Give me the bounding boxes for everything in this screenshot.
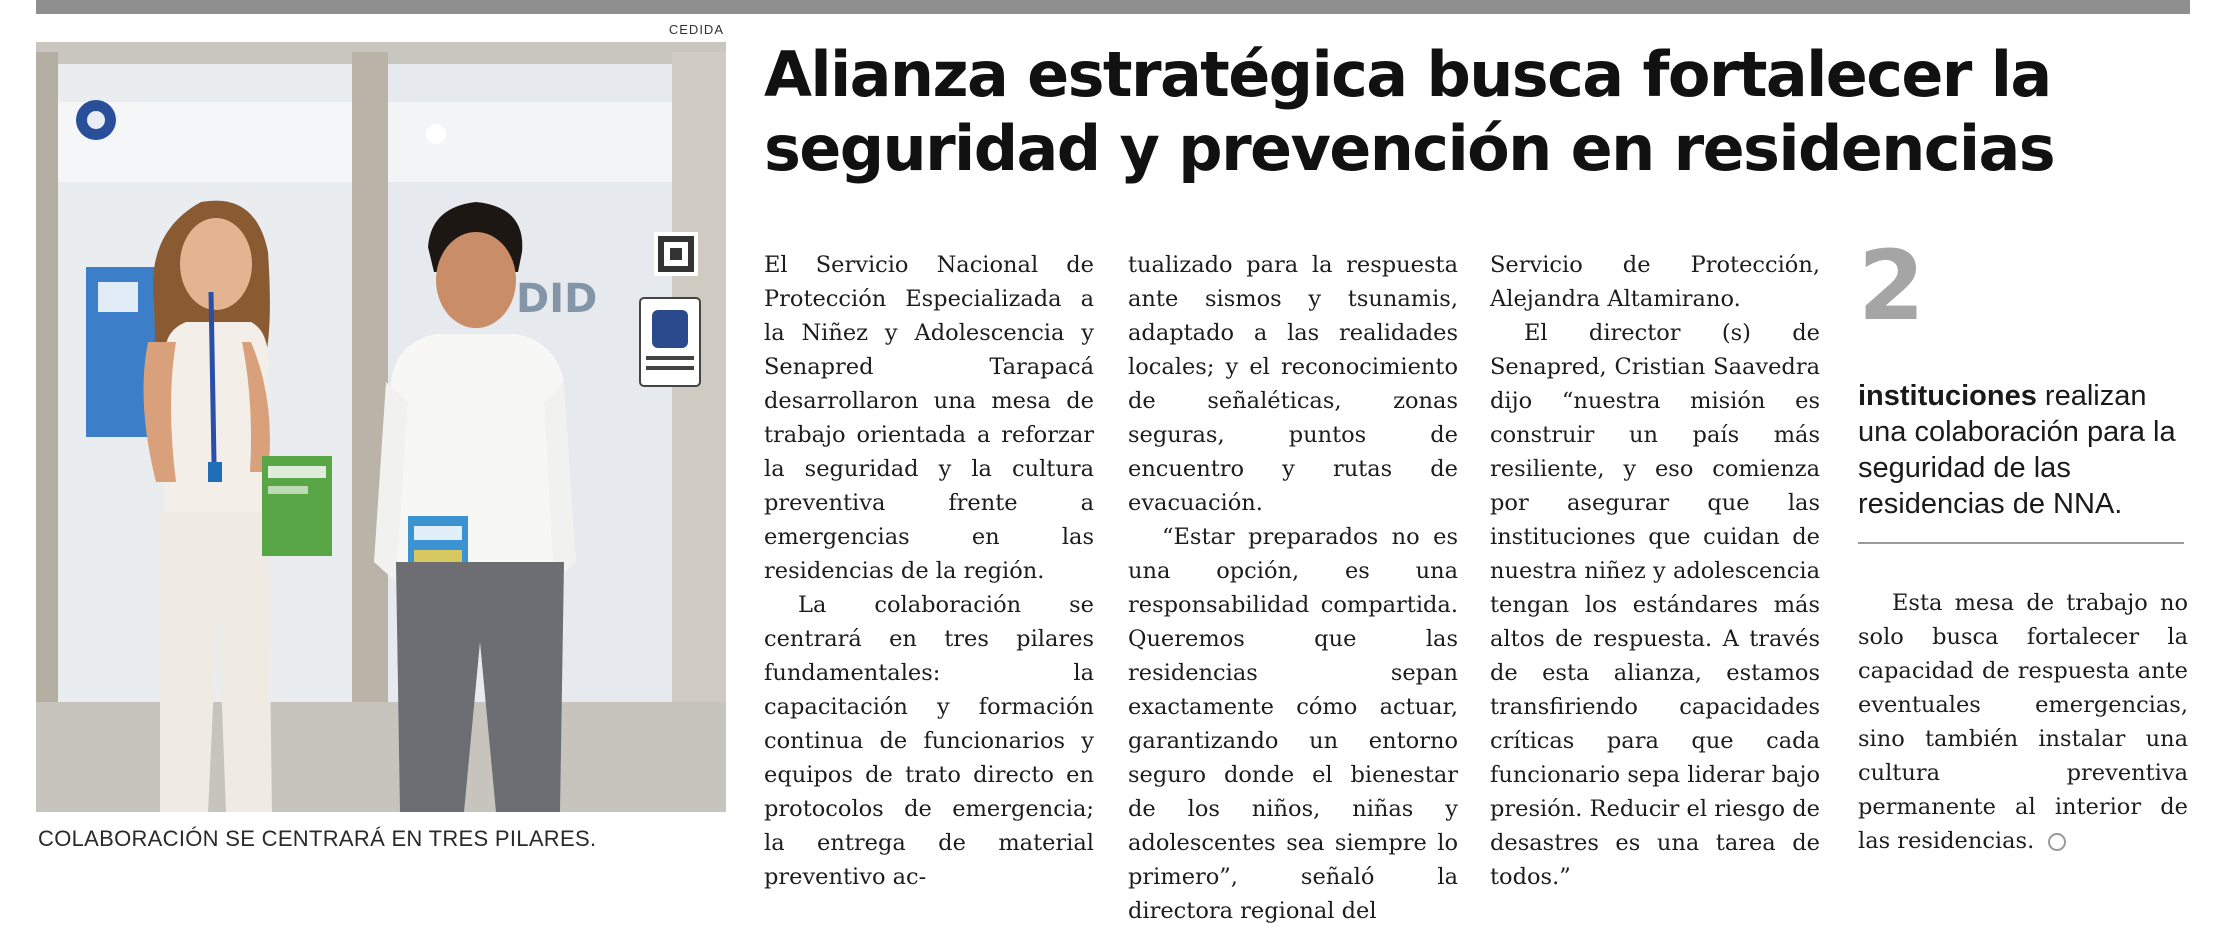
photo-caption: COLABORACIÓN SE CENTRARÁ EN TRES PILARES. (38, 826, 597, 851)
paragraph: tualizado para la respuesta ante sismos y tsunamis, adaptado a las realidades locales; y el reconocimiento de señaléticas, zonas seguras, puntos de encuentro y rutas de evacuación. (1128, 252, 1458, 516)
paragraph (1858, 586, 2188, 858)
sidebar-divider (1858, 542, 2184, 544)
headline: Alianza estratégica busca fortalecer la seguridad y prevención en residencias (764, 38, 2055, 185)
sidebar-paragraph-text: Esta mesa de trabajo no solo busca fortalecer la capacidad de respuesta ante eventuales emergencias, sino también instalar una cultura preventiva permanente al interior de las residencias. (1858, 590, 2188, 854)
paragraph: Servicio de Protección, Alejandra Altamirano. (1490, 252, 1820, 312)
article-column-1 (764, 248, 1094, 894)
paragraph: El director (s) de Senapred, Cristian Saavedra dijo “nuestra misión es construir un país más resiliente, y eso comienza por asegurar que las instituciones que cuidan de nuestra niñez y adolescencia tengan los estándares más altos de respuesta. A través de esta alianza, estamos transfiriendo capacidades críticas para que cada funcionario sepa liderar bajo presión. Reducir el riesgo de desastres es una tarea de todos.” (1490, 320, 1820, 890)
sidebar-column (1858, 586, 2188, 858)
sidebar-highlight-bold: instituciones (1858, 380, 2037, 412)
sidebar-highlight-text: realizan una colaboración para la seguridad de las residencias de NNA. (1858, 380, 2176, 520)
article-column-2 (1128, 248, 1458, 928)
photo-credit: CEDIDA (668, 22, 724, 37)
paragraph: “Estar preparados no es una opción, es una responsabilidad compartida. Queremos que las residencias sepan exactamente cómo actuar, garantizando un entorno seguro donde el bienestar de los niños, niñas y adolescentes sea siempre lo primero”, señaló la directora regional del (1128, 524, 1458, 924)
end-mark-icon (2048, 833, 2066, 851)
svg-text:DID: DID (516, 276, 598, 322)
paragraph: La colaboración se centrará en tres pilares fundamentales: la capacitación y formación continua de funcionarios y equipos de trato directo en protocolos de emergencia; la entrega de material preventivo ac- (764, 592, 1094, 890)
sidebar-number: 2 (1858, 230, 1925, 342)
top-rule (36, 0, 2190, 14)
article-column-3 (1490, 248, 1820, 894)
sidebar-highlight (1858, 378, 2188, 522)
paragraph: El Servicio Nacional de Protección Especializada a la Niñez y Adolescencia y Senapred Tarapacá desarrollaron una mesa de trabajo orientada a reforzar la seguridad y la cultura preventiva frente a emergencias en las residencias de la región. (764, 252, 1094, 584)
news-photo (36, 42, 726, 812)
